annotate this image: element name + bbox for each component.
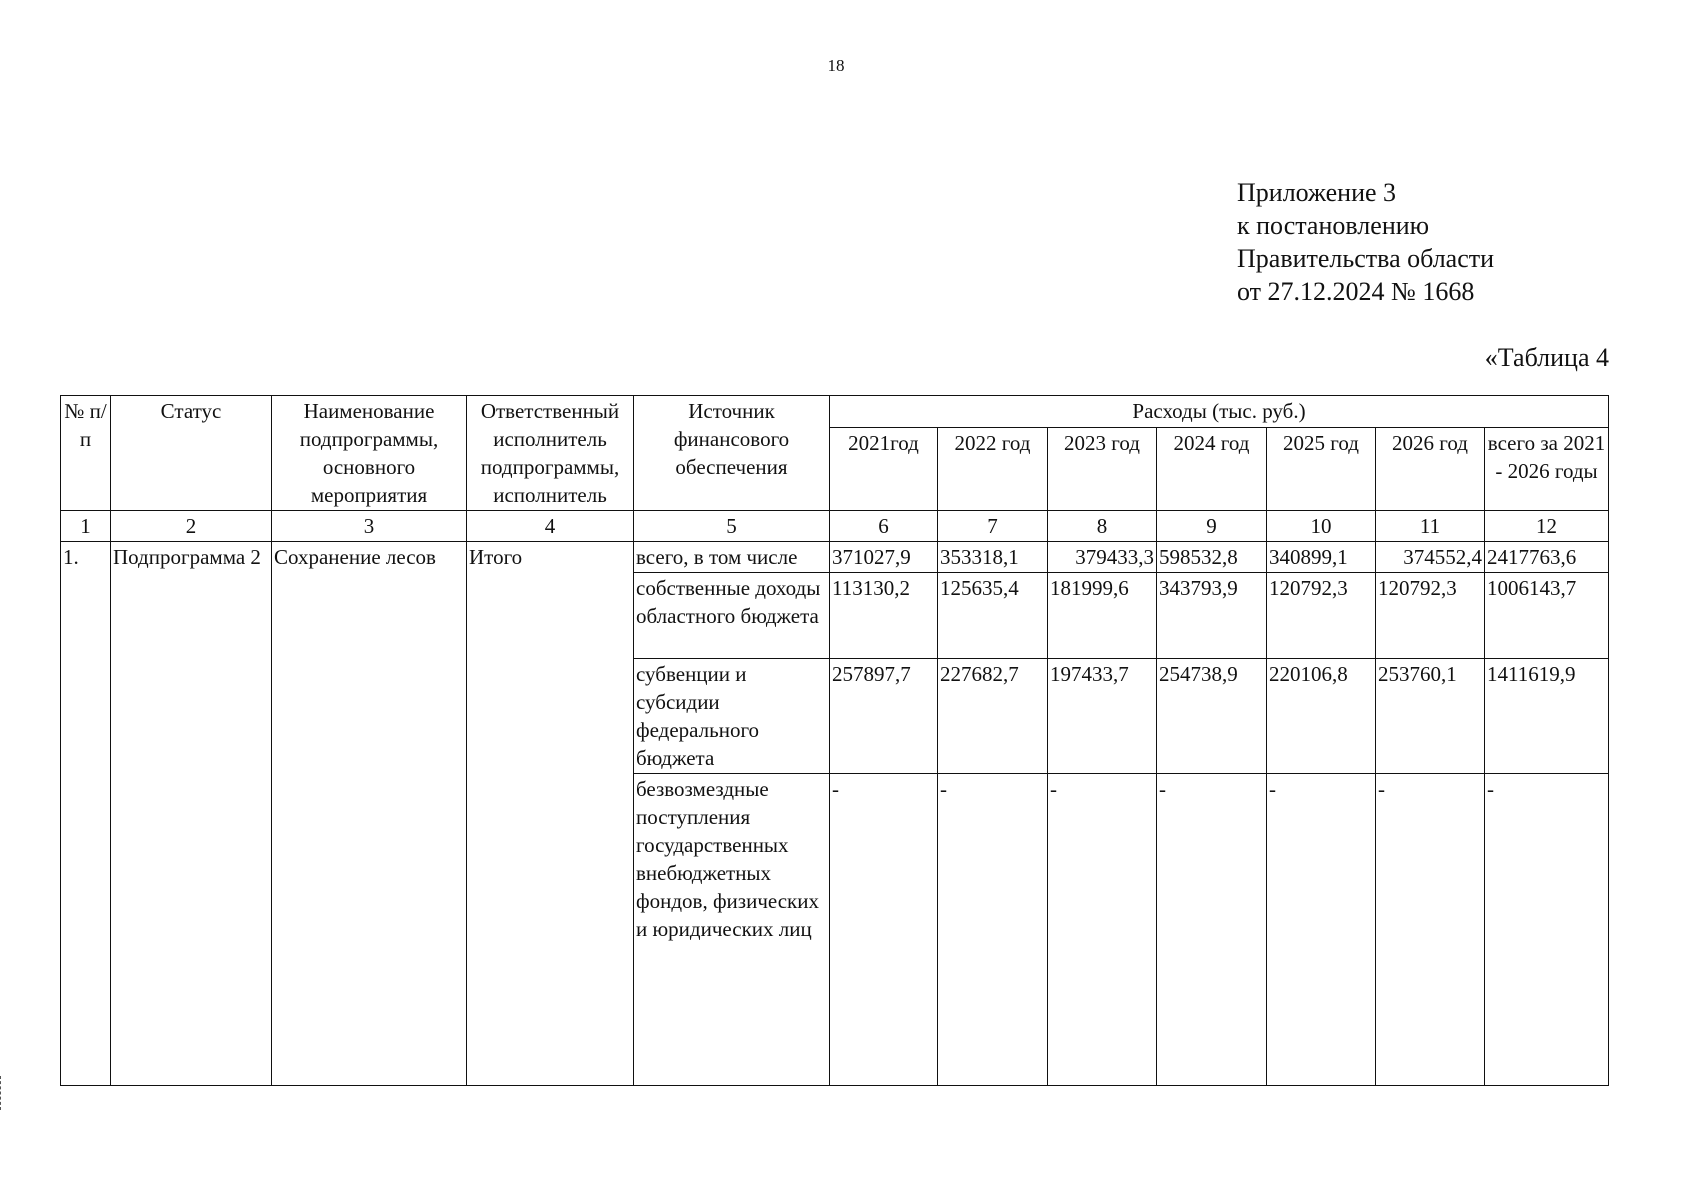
expenses-table [60,395,1609,1086]
appendix-note [1237,176,1494,308]
value-cell: 120792,3 [1267,573,1376,659]
value-cell: 227682,7 [938,659,1048,774]
column-number: 12 [1485,511,1609,542]
value-cell: 181999,6 [1048,573,1157,659]
column-number-row [61,511,1609,542]
value-cell: 379433,3 [1048,542,1157,573]
column-number: 9 [1157,511,1267,542]
row-responsible: Итого [467,542,634,1086]
value-cell: 1411619,9 [1485,659,1609,774]
value-cell: 340899,1 [1267,542,1376,573]
header-num: № п/п [61,396,111,511]
header-year: 2026 год [1376,428,1485,511]
value-cell: 353318,1 [938,542,1048,573]
value-cell: - [1048,774,1157,1086]
row-number: 1. [61,542,111,1086]
table-row-total [61,542,1609,573]
value-cell: 374552,4 [1376,542,1485,573]
header-name: Наименование подпрограммы, основного мероприятия [272,396,467,511]
header-year: 2022 год [938,428,1048,511]
appendix-line-3: Правительства области [1237,244,1495,273]
column-number: 5 [634,511,830,542]
table-caption: «Таблица 4 [1484,343,1609,372]
value-cell: 257897,7 [830,659,938,774]
column-number: 4 [467,511,634,542]
column-number: 1 [61,511,111,542]
value-cell: 343793,9 [1157,573,1267,659]
appendix-line-4: от 27.12.2024 № 1668 [1237,277,1475,306]
value-cell: - [830,774,938,1086]
page-number: 18 [827,56,845,75]
header-year: 2025 год [1267,428,1376,511]
column-number: 11 [1376,511,1485,542]
header-row-1 [61,396,1609,428]
value-cell: 120792,3 [1376,573,1485,659]
header-source: Источник финансового обеспечения [634,396,830,511]
column-number: 2 [111,511,272,542]
header-year: 2021год [830,428,938,511]
value-cell: - [1376,774,1485,1086]
value-cell: 254738,9 [1157,659,1267,774]
value-cell: 2417763,6 [1485,542,1609,573]
row-name: Сохранение лесов [272,542,467,1086]
value-cell: - [1267,774,1376,1086]
value-cell: 371027,9 [830,542,938,573]
appendix-line-2: к постановлению [1237,211,1430,240]
row-status: Подпрограмма 2 [111,542,272,1086]
column-number: 6 [830,511,938,542]
header-total-years: всего за 2021 - 2026 годы [1485,428,1609,511]
source-label: безвозмездные поступления государственных внебюджетных фондов, физических и юридических лиц [634,774,830,1086]
header-year: 2024 год [1157,428,1267,511]
value-cell: 253760,1 [1376,659,1485,774]
scan-margin-mark [0,1076,5,1110]
value-cell: 1006143,7 [1485,573,1609,659]
appendix-line-1: Приложение 3 [1237,178,1397,207]
column-number: 10 [1267,511,1376,542]
column-number: 8 [1048,511,1157,542]
header-expenses: Расходы (тыс. руб.) [830,396,1609,428]
value-cell: 598532,8 [1157,542,1267,573]
source-label: всего, в том числе [634,542,830,573]
header-status: Статус [111,396,272,511]
value-cell: 125635,4 [938,573,1048,659]
value-cell: - [938,774,1048,1086]
value-cell: 220106,8 [1267,659,1376,774]
column-number: 3 [272,511,467,542]
value-cell: - [1157,774,1267,1086]
value-cell: 113130,2 [830,573,938,659]
header-responsible: Ответственный исполнитель подпрограммы, исполнитель [467,396,634,511]
header-year: 2023 год [1048,428,1157,511]
value-cell: 197433,7 [1048,659,1157,774]
value-cell: - [1485,774,1609,1086]
source-label: собственные доходы областного бюджета [634,573,830,659]
source-label: субвенции и субсидии федерального бюджета [634,659,830,774]
column-number: 7 [938,511,1048,542]
